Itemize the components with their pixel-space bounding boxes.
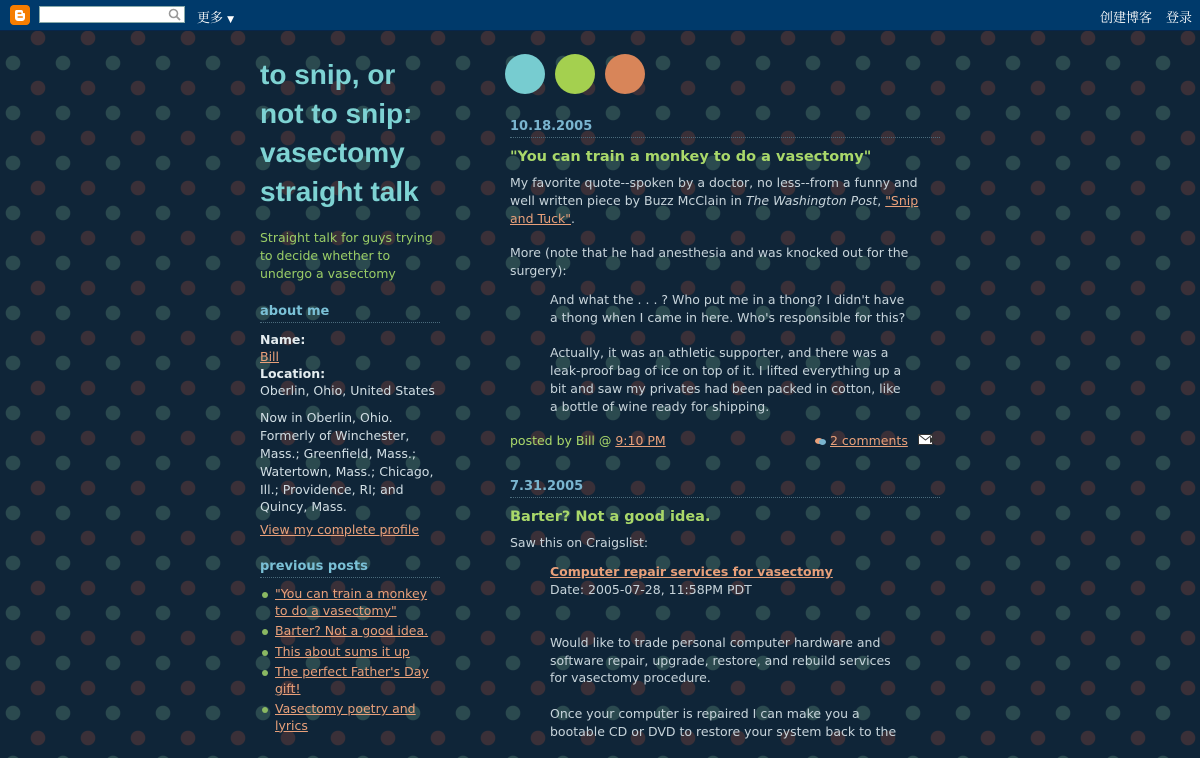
post-time-link[interactable]: 9:10 PM [615,433,666,449]
bullet-icon [262,670,268,676]
publication-name: The Washington Post [745,192,878,208]
previous-post-link[interactable]: Barter? Not a good idea. [275,623,429,639]
previous-posts-list [260,586,440,734]
list-item [260,701,440,734]
craigslist-date: Date: 2005-07-28, 11:58PM PDT [550,581,752,597]
post-paragraph: Saw this on Craigslist: [510,535,649,551]
blockquote [550,291,910,416]
post-title[interactable]: "You can train a monkey to do a vasectomy" [510,149,872,165]
location-label: Location: [260,366,326,382]
navbar-search-input[interactable] [39,6,185,23]
list-item [260,664,440,697]
about-me-heading: about me [260,304,440,323]
comments-link[interactable]: 2 comments [830,433,908,449]
sidebar [260,55,440,738]
post [510,479,940,740]
posted-by: posted by Bill @ [510,433,616,449]
header-dot-orange [605,54,645,94]
previous-post-link[interactable]: This about sums it up [275,643,410,659]
list-item [260,644,440,661]
bullet-icon [262,650,268,656]
post-text: My favorite quote--spoken by a doctor, no less--from a funny and well written piece by Buzz McClain in [510,175,918,208]
header-dot-teal [505,54,545,94]
blog-title[interactable]: to snip, or not to snip: vasectomy straight talk [260,59,419,207]
post-footer [510,433,940,453]
previous-post-link[interactable]: Vasectomy poetry and lyrics [275,701,416,733]
post-text: . [571,210,575,226]
separator: , [877,192,886,208]
login-link[interactable]: 登录 [1166,11,1193,26]
header-dot-green [555,54,595,94]
list-item [260,623,440,640]
blockquote [550,563,910,740]
previous-post-link[interactable]: The perfect Father's Day gift! [275,664,429,696]
list-item [260,586,440,619]
email-post-icon[interactable] [918,432,937,450]
previous-post-link[interactable]: "You can train a monkey to do a vasectomy" [275,586,428,618]
quote-paragraph: Once your computer is repaired I can make you a bootable CD or DVD to restore your system back to the [550,705,897,739]
comment-icon [815,434,826,449]
caret-down-icon: ▼ [227,15,235,25]
location-value: Oberlin, Ohio, United States [260,383,435,399]
bullet-icon [262,629,268,635]
blogger-logo-icon[interactable] [10,5,30,25]
profile-description: Now in Oberlin, Ohio. Formerly of Winchester, Mass.; Greenfield, Mass.; Watertown, Mass.; Chicago, Ill.; Providence, RI; and Quincy, Mass. [260,410,434,515]
more-label: 更多 [197,11,224,26]
quote-paragraph: Actually, it was an athletic supporter, and there was a leak-proof bag of ice on top of it. I lifted everything up a bit and saw my privates had been packed in cotton, like a bottle of wine ready for shipping. [550,345,902,414]
bullet-icon [262,592,268,598]
quote-paragraph: Would like to trade personal computer hardware and software repair, upgrade, restore, and rebuild services for vasectomy procedure. [550,634,891,686]
profile-name-link[interactable]: Bill [260,349,279,365]
name-label: Name: [260,332,306,348]
post-date: 10.18.2005 [510,119,940,138]
post-title[interactable]: Barter? Not a good idea. [510,509,711,526]
blog-description: Straight talk for guys trying to decide whether to undergo a vasectomy [260,230,433,281]
article-link[interactable]: "Snip and Tuck" [510,192,919,226]
blogger-navbar [0,0,1200,31]
view-profile-link[interactable]: View my complete profile [260,522,420,538]
more-menu[interactable] [197,7,234,26]
post-paragraph [510,174,940,227]
previous-posts-heading: previous posts [260,559,440,578]
main-content [510,119,940,758]
post [510,119,940,453]
post-date: 7.31.2005 [510,479,940,498]
bullet-icon [262,707,268,713]
craigslist-link[interactable]: Computer repair services for vasectomy [550,564,833,580]
profile-info [260,331,440,399]
create-blog-link[interactable]: 创建博客 [1100,11,1153,26]
search-icon[interactable] [168,8,181,25]
quote-paragraph: And what the . . . ? Who put me in a thong? I didn't have a thong when I came in here. Who's responsible for this? [550,291,906,325]
post-paragraph: More (note that he had anesthesia and was knocked out for the surgery): [510,245,909,279]
comments [815,433,908,449]
